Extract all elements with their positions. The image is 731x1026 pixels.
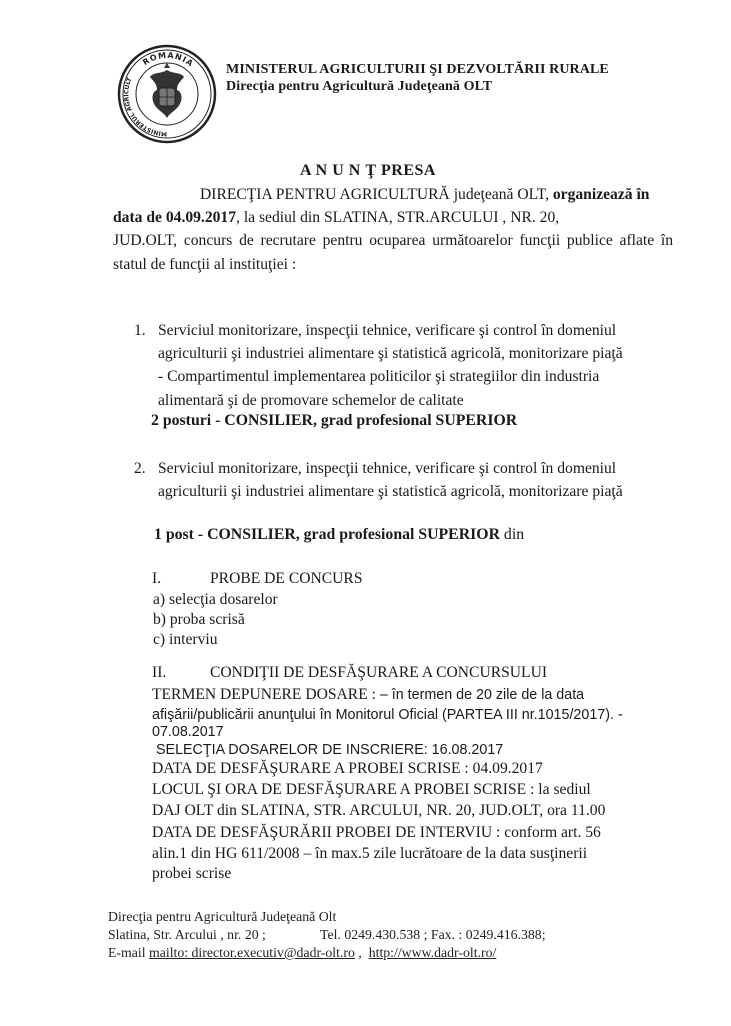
probe-item: b) proba scrisă xyxy=(153,611,245,628)
intro-text-a: DIRECŢIA PENTRU AGRICULTURĂ judeţeană OLT, xyxy=(200,186,553,203)
termen-depunere xyxy=(152,686,584,704)
position-title-bold: 1 post - CONSILIER, grad profesional SUPERIOR xyxy=(154,526,500,543)
position-title-tail: din xyxy=(499,526,525,543)
data-interviu-line3: probei scrise xyxy=(152,865,232,882)
section-heading: PROBE DE CONCURS xyxy=(210,570,363,587)
locul-proba-scrisa-line2: DAJ OLT din SLATINA, STR. ARCULUI, NR. 20, JUD.OLT, ora 11.00 xyxy=(152,802,606,819)
termen-text-line3: 07.08.2017 xyxy=(152,724,224,740)
footer-email-link[interactable]: mailto: director.executiv@dadr-olt.ro xyxy=(149,945,355,960)
list-item-number: 1. xyxy=(134,322,146,339)
list-item-line: - Compartimentul implementarea politicilor şi strategiilor din industria xyxy=(158,368,600,386)
section-conditii xyxy=(152,664,547,682)
termen-text-line2: afişării/publicării anunţului în Monitorul Oficial (PARTEA III nr.1015/2017). - xyxy=(152,707,623,723)
directorate-name: Direcţia pentru Agricultură Judeţeană OLT xyxy=(226,79,493,94)
intro-paragraph xyxy=(113,183,673,276)
footer-separator: , xyxy=(358,945,366,960)
list-item-line: agriculturii şi industriei alimentare şi statistică agricolă, monitorizare piaţă xyxy=(158,483,623,501)
locul-proba-scrisa: LOCUL ŞI ORA DE DESFĂŞURARE A PROBEI SCRISE : la sediul xyxy=(152,781,591,798)
termen-text: – în termen de 20 zile de la data xyxy=(379,687,585,703)
section-roman-numeral: I. xyxy=(152,570,162,587)
footer-contact-line xyxy=(108,943,496,962)
section-probe xyxy=(152,570,363,588)
document-title: A N U N Ţ PRESA xyxy=(300,162,436,179)
footer-directorate: Direcţia pentru Agricultură Judeţeană Olt xyxy=(108,909,337,924)
list-item-line: Serviciul monitorizare, inspecţii tehnice, verificare şi control în domeniul xyxy=(158,460,617,477)
seal-ring-text: MINISTERUL AGRICULT xyxy=(123,76,168,138)
data-interviu: DATA DE DESFĂŞURĂRII PROBEI DE INTERVIU : conform art. 56 xyxy=(152,824,601,841)
seal-ring-text-top: ROMANIA xyxy=(141,50,196,69)
footer-phone-fax: Tel. 0249.430.538 ; Fax. : 0249.416.388; xyxy=(320,927,546,942)
coat-of-arms-icon xyxy=(150,63,184,118)
intro-text-b: , la sediul din SLATINA, STR.ARCULUI , NR. 20, xyxy=(236,209,560,227)
termen-label: TERMEN DEPUNERE DOSARE : xyxy=(152,686,376,703)
probe-item: c) interviu xyxy=(153,631,218,648)
positions-count-1: 2 posturi - CONSILIER, grad profesional SUPERIOR xyxy=(151,412,518,429)
section-roman-numeral: II. xyxy=(152,664,167,681)
ministry-name: MINISTERUL AGRICULTURII ŞI DEZVOLTĂRII RURALE xyxy=(226,62,609,77)
intro-text-c: JUD.OLT, concurs de recrutare pentru ocuparea următoarelor funcţii publice aflate în statul de funcţii al instituţiei : xyxy=(113,232,673,273)
footer-address: Slatina, Str. Arcului , nr. 20 ; xyxy=(108,927,266,942)
positions-count-2 xyxy=(154,526,524,544)
list-item-line: Serviciul monitorizare, inspecţii tehnice, verificare şi control în domeniul xyxy=(158,322,617,339)
section-heading: CONDIŢII DE DESFĂŞURARE A CONCURSULUI xyxy=(210,664,548,681)
data-interviu-line2: alin.1 din HG 611/2008 – în max.5 zile lucrătoare de la data susţinerii xyxy=(152,845,588,862)
list-item-line: agriculturii şi industriei alimentare şi statistică agricolă, monitorizare piaţă xyxy=(158,345,623,363)
data-proba-scrisa: DATA DE DESFĂŞURARE A PROBEI SCRISE : 04.09.2017 xyxy=(152,760,543,777)
list-item-line: alimentară şi de promovare schemelor de calitate xyxy=(158,391,464,409)
probe-item: a) selecţia dosarelor xyxy=(153,591,278,608)
ministry-seal-logo xyxy=(117,44,217,144)
footer-website-link[interactable]: http://www.dadr-olt.ro/ xyxy=(368,945,497,960)
selectia-dosarelor: SELECŢIA DOSARELOR DE INSCRIERE: 16.08.2017 xyxy=(156,742,504,758)
intro-bold-date: data de 04.09.2017 xyxy=(113,209,237,227)
footer-email-label: E-mail xyxy=(108,945,146,960)
footer-address-line xyxy=(108,925,546,944)
intro-bold-organizeaza: organizează în xyxy=(552,186,650,203)
list-item-number: 2. xyxy=(134,460,146,477)
